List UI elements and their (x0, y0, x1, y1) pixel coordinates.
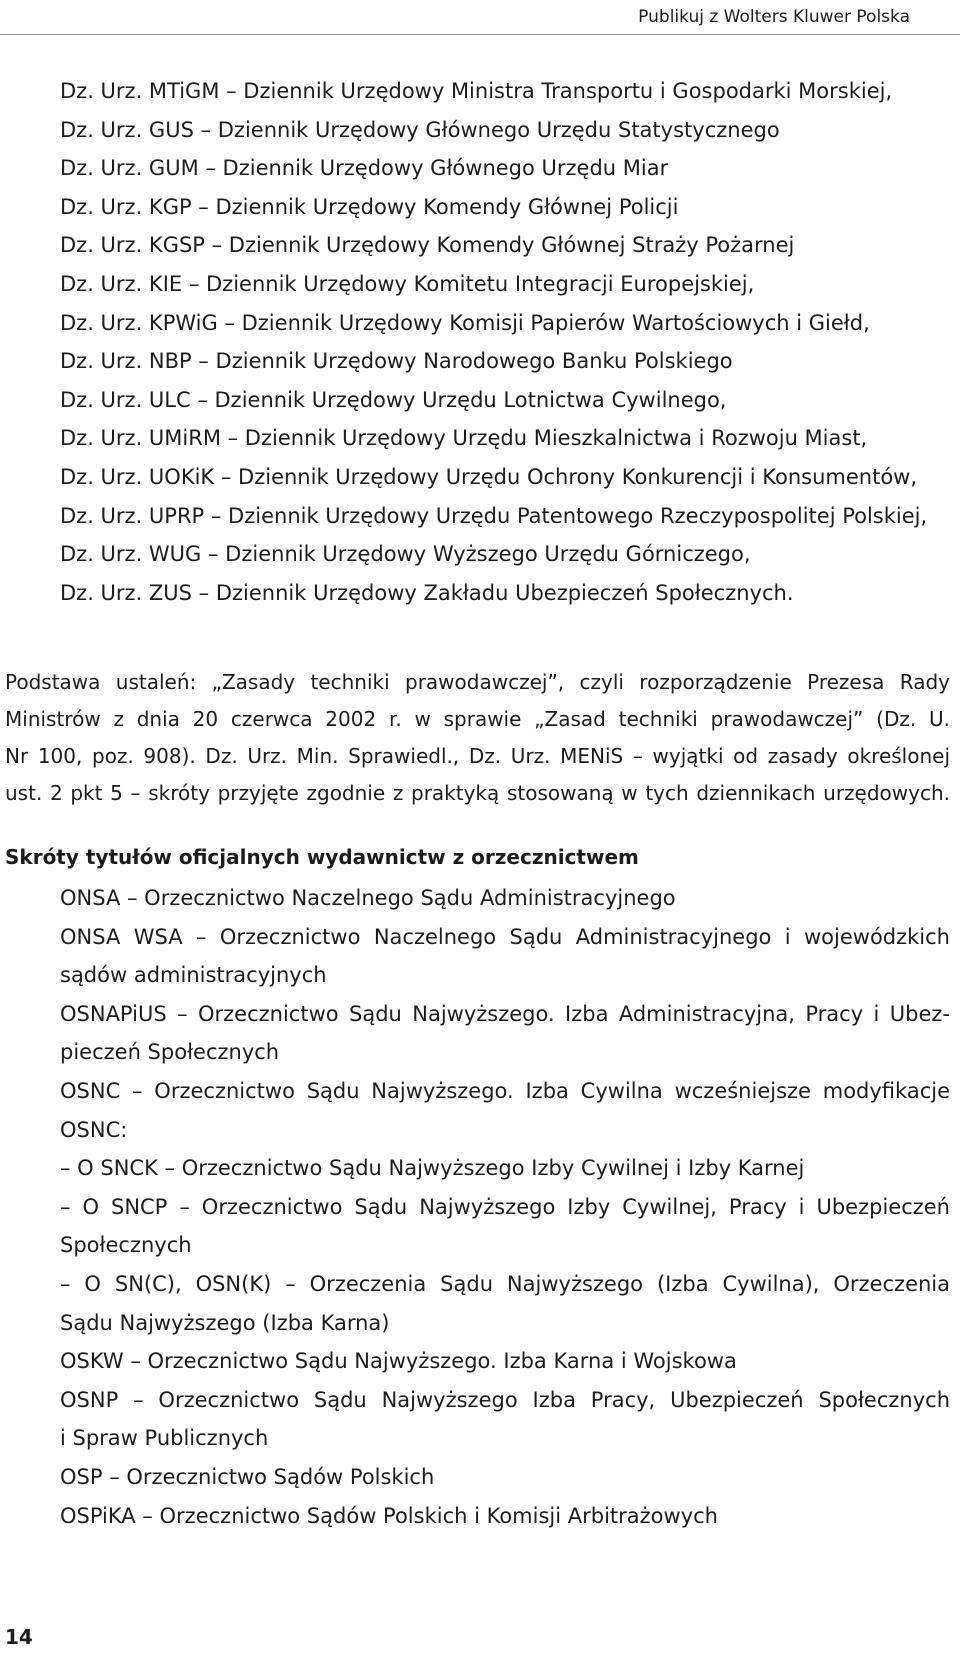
entry-line: OSNC: (60, 1117, 128, 1142)
entry-line: OSPiKA – Orzecznictwo Sądów Polskich i Komisji Arbitrażowych (60, 1503, 718, 1528)
entry-line: – O SNCK – Orzecznictwo Sądu Najwyższego Izby Cywilnej i Izby Karnej (60, 1156, 805, 1181)
official-journal-abbreviation-list (60, 72, 940, 612)
abbreviation-item: Dz. Urz. KGSP – Dziennik Urzędowy Komendy Głównej Straży Pożarnej (60, 233, 795, 258)
entry-line: pieczeń Społecznych (60, 1040, 280, 1065)
publication-entry-ospika (60, 1497, 950, 1536)
publication-entry-osnc (60, 1072, 950, 1149)
abbreviation-item: Dz. Urz. UOKiK – Dziennik Urzędowy Urzędu Ochrony Konkurencji i Konsumentów, (60, 464, 918, 489)
publication-entry-osnapius (60, 995, 950, 1072)
entry-line: OSP – Orzecznictwo Sądów Polskich (60, 1464, 435, 1489)
abbreviation-item: Dz. Urz. GUM – Dziennik Urzędowy Głównego Urzędu Miar (60, 156, 669, 181)
publication-entry-onsa (60, 879, 950, 918)
entry-line: sądów administracyjnych (60, 963, 327, 988)
entry-line: ONSA – Orzecznictwo Naczelnego Sądu Administracyjnego (60, 886, 676, 910)
court-publication-list (60, 879, 950, 1535)
abbreviation-item: Dz. Urz. ULC – Dziennik Urzędowy Urzędu Lotnictwa Cywilnego, (60, 387, 727, 412)
abbreviation-item: Dz. Urz. UPRP – Dziennik Urzędowy Urzędu Patentowego Rzeczypospolitej Polskiej, (60, 503, 928, 528)
basis-line: Podstawa ustaleń: „Zasady techniki prawodawczej”, czyli rozporządzenie Prezesa Rady (5, 670, 950, 694)
publication-entry-osn-c-k (60, 1265, 950, 1342)
publication-entry-osnck (60, 1149, 950, 1188)
publication-entry-onsa-wsa (60, 918, 950, 995)
entry-line: ONSA WSA – Orzecznictwo Naczelnego Sądu Administracyjnego i wojewódzkich (60, 924, 950, 949)
abbreviation-item: Dz. Urz. GUS – Dziennik Urzędowy Głównego Urzędu Statystycznego (60, 117, 780, 142)
abbreviation-item: Dz. Urz. KGP – Dziennik Urzędowy Komendy Głównej Policji (60, 194, 679, 219)
abbreviation-item: Dz. Urz. KIE – Dziennik Urzędowy Komitetu Integracji Europejskiej, (60, 271, 755, 296)
publication-entry-osp (60, 1458, 950, 1497)
page-number: 14 (5, 1625, 33, 1649)
entry-line: OSKW – Orzecznictwo Sądu Najwyższego. Izba Karna i Wojskowa (60, 1349, 737, 1374)
entry-line: OSNAPiUS – Orzecznictwo Sądu Najwyższego. Izba Administracyjna, Pracy i Ubez- (60, 1001, 950, 1026)
basis-line: Ministrów z dnia 20 czerwca 2002 r. w sprawie „Zasad techniki prawodawczej” (Dz. U. (5, 707, 950, 731)
abbreviation-item: Dz. Urz. ZUS – Dziennik Urzędowy Zakładu Ubezpieczeń Społecznych. (60, 580, 794, 605)
abbreviation-item: Dz. Urz. WUG – Dziennik Urzędowy Wyższego Urzędu Górniczego, (60, 542, 751, 567)
publication-entry-osnp (60, 1381, 950, 1458)
entry-line: OSNC – Orzecznictwo Sądu Najwyższego. Izba Cywilna wcześniejsze modyfikacje (60, 1078, 950, 1103)
running-header (0, 0, 960, 35)
entry-line: – O SN(C), OSN(K) – Orzeczenia Sądu Najwyższego (Izba Cywilna), Orzeczenia (60, 1271, 950, 1296)
section-heading: Skróty tytułów oficjalnych wydawnictw z orzecznictwem (5, 845, 639, 869)
basis-paragraph (5, 664, 950, 812)
entry-line: – O SNCP – Orzecznictwo Sądu Najwyższego Izby Cywilnej, Pracy i Ubezpieczeń (60, 1194, 950, 1219)
publisher-name: Publikuj z Wolters Kluwer Polska (638, 7, 910, 27)
entry-line: i Spraw Publicznych (60, 1426, 269, 1451)
entry-line: Społecznych (60, 1233, 192, 1258)
abbreviation-item: Dz. Urz. KPWiG – Dziennik Urzędowy Komisji Papierów Wartościowych i Giełd, (60, 310, 870, 335)
abbreviation-item: Dz. Urz. UMiRM – Dziennik Urzędowy Urzędu Mieszkalnictwa i Rozwoju Miast, (60, 426, 868, 451)
publication-entry-osncp (60, 1188, 950, 1265)
basis-line: Nr 100, poz. 908). Dz. Urz. Min. Sprawiedl., Dz. Urz. MENiS – wyjątki od zasady określonej (5, 744, 950, 768)
publication-entry-oskw (60, 1342, 950, 1381)
basis-line: ust. 2 pkt 5 – skróty przyjęte zgodnie z praktyką stosowaną w tych dziennikach urzędowych. (5, 781, 950, 805)
entry-line: Sądu Najwyższego (Izba Karna) (60, 1310, 390, 1335)
entry-line: OSNP – Orzecznictwo Sądu Najwyższego Izba Pracy, Ubezpieczeń Społecznych (60, 1387, 950, 1412)
abbreviation-item: Dz. Urz. NBP – Dziennik Urzędowy Narodowego Banku Polskiego (60, 349, 733, 374)
abbreviation-item: Dz. Urz. MTiGM – Dziennik Urzędowy Ministra Transportu i Gospodarki Morskiej, (60, 79, 893, 103)
